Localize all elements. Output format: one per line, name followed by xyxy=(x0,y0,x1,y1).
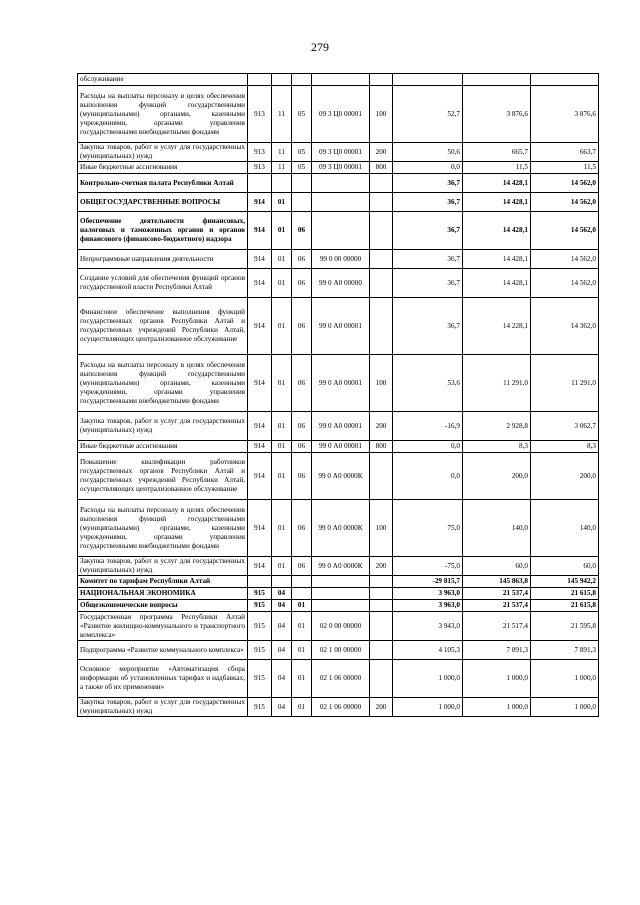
budget-line-name: Непрограммные направления деятельности xyxy=(78,250,248,269)
subsection-code xyxy=(292,576,312,588)
admin-code: 914 xyxy=(248,500,272,557)
amount-change: 36,7 xyxy=(393,298,463,355)
target-article: 99 0 А0 00001 xyxy=(312,355,370,412)
subsection-code: 06 xyxy=(292,441,312,453)
budget-line-name: НАЦИОНАЛЬНАЯ ЭКОНОМИКА xyxy=(78,588,248,600)
amount-year-1 xyxy=(463,74,531,86)
section-code: 01 xyxy=(272,500,292,557)
expense-type xyxy=(370,269,393,298)
amount-change: 0,0 xyxy=(393,453,463,500)
expense-type: 200 xyxy=(370,557,393,576)
target-article: 99 0 А0 0000К xyxy=(312,500,370,557)
subsection-code: 01 xyxy=(292,612,312,641)
subsection-code: 05 xyxy=(292,162,312,174)
target-article: 09 3 Ц0 00001 xyxy=(312,143,370,162)
amount-year-2: 145 942,2 xyxy=(531,576,599,588)
amount-year-2: 14 562,0 xyxy=(531,193,599,212)
subsection-code: 06 xyxy=(292,269,312,298)
admin-code: 914 xyxy=(248,193,272,212)
admin-code: 913 xyxy=(248,86,272,143)
table-row xyxy=(78,612,599,641)
section-code: 11 xyxy=(272,143,292,162)
table-row xyxy=(78,355,599,412)
target-article xyxy=(312,588,370,600)
admin-code: 913 xyxy=(248,143,272,162)
admin-code: 914 xyxy=(248,269,272,298)
amount-change: 36,7 xyxy=(393,174,463,193)
table-row xyxy=(78,193,599,212)
subsection-code xyxy=(292,74,312,86)
admin-code: 915 xyxy=(248,612,272,641)
table-row xyxy=(78,412,599,441)
table-row xyxy=(78,576,599,588)
amount-year-1: 60,0 xyxy=(463,557,531,576)
budget-line-name: Повышение квалификации работников государственных органов Республики Алтай и государственных учреждений Республики Алтай, осуществляющих централизованное обслуживание xyxy=(78,453,248,500)
subsection-code: 01 xyxy=(292,600,312,612)
section-code: 04 xyxy=(272,600,292,612)
admin-code xyxy=(248,74,272,86)
amount-year-1: 1 000,0 xyxy=(463,698,531,717)
admin-code: 914 xyxy=(248,298,272,355)
budget-line-name: Государственная программа Республики Алтай «Развитие жилищно-коммунального и транспортного комплекса» xyxy=(78,612,248,641)
subsection-code: 01 xyxy=(292,698,312,717)
expense-type xyxy=(370,576,393,588)
admin-code xyxy=(248,174,272,193)
target-article xyxy=(312,174,370,193)
section-code: 11 xyxy=(272,86,292,143)
expense-type xyxy=(370,641,393,660)
table-row xyxy=(78,588,599,600)
amount-year-1: 21 537,4 xyxy=(463,588,531,600)
target-article xyxy=(312,600,370,612)
amount-change: 52,7 xyxy=(393,86,463,143)
admin-code: 915 xyxy=(248,641,272,660)
budget-line-name: обслуживание xyxy=(78,74,248,86)
target-article: 02 1 06 00000 xyxy=(312,660,370,698)
amount-change: 36,7 xyxy=(393,193,463,212)
subsection-code: 06 xyxy=(292,298,312,355)
table-row xyxy=(78,86,599,143)
budget-line-name: Обеспечение деятельности финансовых, налоговых и таможенных органов и органов финансового (финансово-бюджетного) надзора xyxy=(78,212,248,250)
expense-type xyxy=(370,174,393,193)
subsection-code: 06 xyxy=(292,412,312,441)
target-article: 02 1 00 00000 xyxy=(312,641,370,660)
expense-type xyxy=(370,74,393,86)
table-row xyxy=(78,557,599,576)
target-article xyxy=(312,193,370,212)
section-code: 01 xyxy=(272,557,292,576)
expense-type: 100 xyxy=(370,355,393,412)
admin-code: 915 xyxy=(248,588,272,600)
subsection-code: 06 xyxy=(292,250,312,269)
expense-type xyxy=(370,453,393,500)
budget-line-name: Закупка товаров, работ и услуг для государственных (муниципальных) нужд xyxy=(78,412,248,441)
amount-year-1: 3 876,6 xyxy=(463,86,531,143)
subsection-code xyxy=(292,588,312,600)
table-row xyxy=(78,250,599,269)
expense-type: 200 xyxy=(370,698,393,717)
amount-change: 3 943,0 xyxy=(393,612,463,641)
admin-code: 914 xyxy=(248,250,272,269)
amount-year-2: 1 000,0 xyxy=(531,698,599,717)
amount-change: -16,9 xyxy=(393,412,463,441)
table-row xyxy=(78,698,599,717)
admin-code: 914 xyxy=(248,557,272,576)
target-article xyxy=(312,74,370,86)
amount-change: 3 963,0 xyxy=(393,588,463,600)
section-code: 01 xyxy=(272,355,292,412)
amount-year-2 xyxy=(531,74,599,86)
budget-line-name: Расходы на выплаты персоналу в целях обеспечения выполнения функций государственными (муниципальными) органами, казенными учреждениями, органами управления государственными внебюджетными фондами xyxy=(78,355,248,412)
expense-type: 200 xyxy=(370,412,393,441)
amount-year-1: 14 428,1 xyxy=(463,212,531,250)
amount-year-1: 140,0 xyxy=(463,500,531,557)
amount-change: -29 815,7 xyxy=(393,576,463,588)
target-article: 99 0 А0 00001 xyxy=(312,298,370,355)
table-row xyxy=(78,174,599,193)
expense-type xyxy=(370,212,393,250)
section-code xyxy=(272,74,292,86)
section-code: 04 xyxy=(272,660,292,698)
amount-year-1: 14 428,1 xyxy=(463,269,531,298)
subsection-code xyxy=(292,193,312,212)
subsection-code: 06 xyxy=(292,453,312,500)
admin-code: 913 xyxy=(248,162,272,174)
amount-change: 50,6 xyxy=(393,143,463,162)
section-code: 01 xyxy=(272,412,292,441)
amount-change: 0,0 xyxy=(393,162,463,174)
table-row xyxy=(78,143,599,162)
expense-type xyxy=(370,660,393,698)
amount-year-2: 8,3 xyxy=(531,441,599,453)
subsection-code: 05 xyxy=(292,86,312,143)
amount-year-2: 663,7 xyxy=(531,143,599,162)
subsection-code: 06 xyxy=(292,355,312,412)
budget-line-name: Расходы на выплаты персоналу в целях обеспечения выполнения функций государственными (муниципальными) органами, казенными учреждениями, органами управления государственными внебюджетными фондами xyxy=(78,86,248,143)
table-row xyxy=(78,453,599,500)
section-code xyxy=(272,174,292,193)
section-code xyxy=(272,576,292,588)
amount-year-2: 14 562,0 xyxy=(531,212,599,250)
amount-year-1: 7 891,3 xyxy=(463,641,531,660)
amount-year-2: 14 362,0 xyxy=(531,298,599,355)
table-row xyxy=(78,600,599,612)
amount-change: -75,0 xyxy=(393,557,463,576)
admin-code: 914 xyxy=(248,355,272,412)
expense-type xyxy=(370,193,393,212)
table-row xyxy=(78,212,599,250)
section-code: 04 xyxy=(272,612,292,641)
target-article xyxy=(312,576,370,588)
amount-change: 1 000,0 xyxy=(393,698,463,717)
budget-line-name: Иные бюджетные ассигнования xyxy=(78,441,248,453)
admin-code: 915 xyxy=(248,660,272,698)
target-article: 99 0 00 00000 xyxy=(312,250,370,269)
amount-year-2: 21 595,8 xyxy=(531,612,599,641)
budget-line-name: Закупка товаров, работ и услуг для государственных (муниципальных) нужд xyxy=(78,143,248,162)
target-article: 99 0 А0 00001 xyxy=(312,412,370,441)
target-article: 02 0 00 00000 xyxy=(312,612,370,641)
expense-type xyxy=(370,298,393,355)
amount-year-2: 21 615,8 xyxy=(531,600,599,612)
section-code: 04 xyxy=(272,641,292,660)
page-number: 279 xyxy=(311,40,329,54)
amount-year-2: 60,0 xyxy=(531,557,599,576)
section-code: 11 xyxy=(272,162,292,174)
table-row xyxy=(78,441,599,453)
budget-line-name: Подпрограмма «Развитие коммунального комплекса» xyxy=(78,641,248,660)
amount-year-2: 14 562,0 xyxy=(531,250,599,269)
amount-year-2: 3 062,7 xyxy=(531,412,599,441)
amount-year-2: 14 562,0 xyxy=(531,269,599,298)
table-row xyxy=(78,269,599,298)
budget-line-name: ОБЩЕГОСУДАРСТВЕННЫЕ ВОПРОСЫ xyxy=(78,193,248,212)
subsection-code: 06 xyxy=(292,557,312,576)
budget-line-name: Общеэкономические вопросы xyxy=(78,600,248,612)
subsection-code: 06 xyxy=(292,212,312,250)
amount-year-1: 8,3 xyxy=(463,441,531,453)
admin-code: 914 xyxy=(248,441,272,453)
amount-year-1: 665,7 xyxy=(463,143,531,162)
section-code: 01 xyxy=(272,441,292,453)
amount-change: 53,6 xyxy=(393,355,463,412)
section-code: 01 xyxy=(272,250,292,269)
amount-change: 36,7 xyxy=(393,250,463,269)
admin-code xyxy=(248,576,272,588)
amount-year-1: 21 537,4 xyxy=(463,600,531,612)
table-row xyxy=(78,74,599,86)
table-row xyxy=(78,298,599,355)
amount-change: 0,0 xyxy=(393,441,463,453)
budget-line-name: Закупка товаров, работ и услуг для государственных (муниципальных) нужд xyxy=(78,698,248,717)
target-article xyxy=(312,212,370,250)
expense-type xyxy=(370,250,393,269)
target-article: 09 3 Ц0 00001 xyxy=(312,162,370,174)
subsection-code: 01 xyxy=(292,641,312,660)
amount-year-2: 7 891,3 xyxy=(531,641,599,660)
amount-year-1: 145 863,8 xyxy=(463,576,531,588)
amount-year-2: 14 562,0 xyxy=(531,174,599,193)
subsection-code: 01 xyxy=(292,660,312,698)
target-article: 99 0 А0 00001 xyxy=(312,441,370,453)
amount-change: 36,7 xyxy=(393,212,463,250)
target-article: 99 0 А0 00000 xyxy=(312,269,370,298)
amount-change: 36,7 xyxy=(393,269,463,298)
admin-code: 914 xyxy=(248,412,272,441)
budget-line-name: Расходы на выплаты персоналу в целях обеспечения выполнения функций государственными (муниципальными) органами, казенными учреждениями, органами управления государственными внебюджетными фондами xyxy=(78,500,248,557)
amount-year-2: 11,5 xyxy=(531,162,599,174)
amount-year-2: 200,0 xyxy=(531,453,599,500)
expense-type xyxy=(370,612,393,641)
budget-line-name: Создание условий для обеспечения функций органов государственной власти Республики Алтай xyxy=(78,269,248,298)
target-article: 99 0 А0 0000К xyxy=(312,557,370,576)
expense-type xyxy=(370,600,393,612)
budget-line-name: Комитет по тарифам Республики Алтай xyxy=(78,576,248,588)
amount-year-1: 2 928,8 xyxy=(463,412,531,441)
section-code: 01 xyxy=(272,212,292,250)
amount-year-2: 3 876,6 xyxy=(531,86,599,143)
amount-year-1: 1 000,0 xyxy=(463,660,531,698)
expense-type: 800 xyxy=(370,441,393,453)
admin-code: 915 xyxy=(248,698,272,717)
amount-year-1: 14 428,1 xyxy=(463,193,531,212)
subsection-code: 05 xyxy=(292,143,312,162)
admin-code: 914 xyxy=(248,453,272,500)
amount-year-1: 11 291,0 xyxy=(463,355,531,412)
section-code: 01 xyxy=(272,193,292,212)
table-row xyxy=(78,500,599,557)
admin-code: 914 xyxy=(248,212,272,250)
subsection-code xyxy=(292,174,312,193)
section-code: 01 xyxy=(272,298,292,355)
budget-line-name: Иные бюджетные ассигнования xyxy=(78,162,248,174)
amount-change: 1 000,0 xyxy=(393,660,463,698)
budget-line-name: Основное мероприятие «Автоматизация сбора информации об установленных тарифах и надбавках, а также об их применении» xyxy=(78,660,248,698)
target-article: 02 1 06 00000 xyxy=(312,698,370,717)
budget-line-name: Закупка товаров, работ и услуг для государственных (муниципальных) нужд xyxy=(78,557,248,576)
amount-year-1: 14 228,1 xyxy=(463,298,531,355)
expense-type: 200 xyxy=(370,143,393,162)
expense-type: 100 xyxy=(370,86,393,143)
amount-change: 4 105,3 xyxy=(393,641,463,660)
amount-change xyxy=(393,74,463,86)
table-row xyxy=(78,162,599,174)
section-code: 01 xyxy=(272,269,292,298)
budget-line-name: Контрольно-счетная палата Республики Алтай xyxy=(78,174,248,193)
admin-code: 915 xyxy=(248,600,272,612)
section-code: 04 xyxy=(272,588,292,600)
amount-year-1: 200,0 xyxy=(463,453,531,500)
amount-year-1: 14 428,1 xyxy=(463,250,531,269)
amount-year-1: 11,5 xyxy=(463,162,531,174)
section-code: 04 xyxy=(272,698,292,717)
amount-year-2: 21 615,8 xyxy=(531,588,599,600)
amount-year-1: 14 428,1 xyxy=(463,174,531,193)
target-article: 99 0 А0 0000К xyxy=(312,453,370,500)
expense-type: 100 xyxy=(370,500,393,557)
amount-year-1: 21 517,4 xyxy=(463,612,531,641)
expense-type xyxy=(370,588,393,600)
section-code: 01 xyxy=(272,453,292,500)
table-row xyxy=(78,641,599,660)
target-article: 09 3 Ц0 00001 xyxy=(312,86,370,143)
amount-year-2: 140,0 xyxy=(531,500,599,557)
amount-change: 3 963,0 xyxy=(393,600,463,612)
amount-year-2: 11 291,0 xyxy=(531,355,599,412)
budget-table xyxy=(77,73,599,717)
subsection-code: 06 xyxy=(292,500,312,557)
table-row xyxy=(78,660,599,698)
budget-line-name: Финансовое обеспечение выполнения функций государственных органов Республики Алтай и государственных учреждений Республики Алтай, осуществляющих централизованное обслуживание xyxy=(78,298,248,355)
amount-change: 75,0 xyxy=(393,500,463,557)
expense-type: 800 xyxy=(370,162,393,174)
amount-year-2: 1 000,0 xyxy=(531,660,599,698)
